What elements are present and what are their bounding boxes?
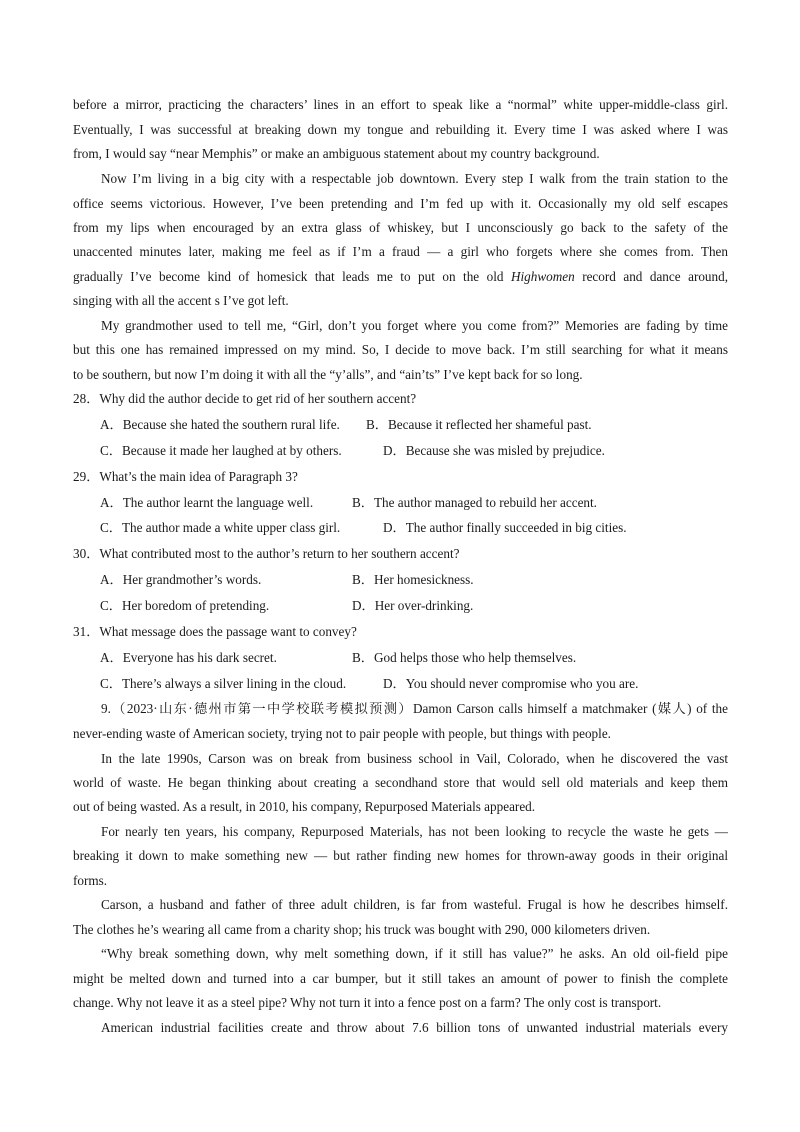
question-stem: 29．What’s the main idea of Paragraph 3? bbox=[73, 469, 298, 484]
paragraph-line: The clothes he’s wearing all came from a charity shop; his truck was bought with 290, 000 kilometers driven. bbox=[73, 922, 651, 937]
option-c: C．Because it made her laughed at by others. bbox=[100, 443, 342, 458]
option-c: C．Her boredom of pretending. bbox=[100, 598, 270, 613]
paragraph-line: from, I would say “near Memphis” or make an ambiguous statement about my country background. bbox=[73, 146, 600, 161]
paragraph-line: never-ending waste of American society, trying not to pair people with people, but things with people. bbox=[73, 726, 611, 741]
paragraph-line: singing with all the accent s I’ve got left. bbox=[73, 293, 289, 308]
question-stem: 28．Why did the author decide to get rid of her southern accent? bbox=[73, 391, 417, 406]
paragraph-line: change. Why not leave it as a steel pipe? Why not turn it into a fence post on a farm? The only cost is transport. bbox=[73, 995, 662, 1010]
paragraph-line: American industrial facilities create and throw about 7.6 billion tons of unwanted industrial materials every bbox=[101, 1020, 728, 1035]
paragraph-line-with-title bbox=[73, 268, 728, 286]
paragraph-line: My grandmother used to tell me, “Girl, don’t you forget where you come from?” Memories are fading by time bbox=[101, 318, 728, 333]
paragraph-line: breaking it down to make something new — but rather finding new homes for thrown-away goods in their original bbox=[73, 848, 728, 863]
paragraph-line: might be melted down and turned into a car bumper, but it still takes an amount of power to finish the complete bbox=[73, 971, 728, 986]
option-c: C．There’s always a silver lining in the cloud. bbox=[100, 676, 347, 691]
option-a: A．Her grandmother’s words. bbox=[100, 572, 262, 587]
paragraph-line: “Why break something down, why melt something down, if it still has value?” he asks. An old oil-field pipe bbox=[101, 946, 728, 961]
record-title: Highwomen bbox=[510, 269, 575, 284]
question-stem: 31．What message does the passage want to convey? bbox=[73, 624, 357, 639]
line-text: gradually I’ve become kind of homesick that leads me to put on the old bbox=[73, 269, 504, 284]
passage-header-line: 9.（2023·山东·德州市第一中学校联考模拟预测）Damon Carson calls himself a matchmaker (媒人) of the bbox=[101, 701, 728, 716]
paragraph-line: Carson, a husband and father of three adult children, is far from wasteful. Frugal is how he describes himself. bbox=[101, 897, 728, 912]
option-b: B．Her homesickness. bbox=[352, 572, 474, 587]
paragraph-line: to be southern, but now I’m doing it with all the “y’alls”, and “ain’ts” I’ve kept back for so long. bbox=[73, 367, 583, 382]
paragraph-line: from my lips when encouraged by an extra glass of whiskey, but I unconsciously go back to the safety of the bbox=[73, 220, 728, 235]
question-stem: 30．What contributed most to the author’s return to her southern accent? bbox=[73, 546, 460, 561]
paragraph-line: In the late 1990s, Carson was on break from business school in Vail, Colorado, when he discovered the vast bbox=[101, 751, 728, 766]
paragraph-line: unaccented minutes later, making me feel as if I’m a fraud — a girl who forgets where she comes from. Then bbox=[73, 244, 728, 259]
option-b: B．Because it reflected her shameful past. bbox=[366, 417, 592, 432]
paragraph-line: out of being wasted. As a result, in 2010, his company, Repurposed Materials appeared. bbox=[73, 799, 536, 814]
paragraph-line: Now I’m living in a big city with a respectable job downtown. Every step I walk from the train station to the bbox=[101, 171, 728, 186]
paragraph-line: but this one has remained impressed on my mind. So, I decide to move back. I’m still searching for what it means bbox=[73, 342, 728, 357]
paragraph-line: world of waste. He began thinking about creating a secondhand store that would sell old materials and keep them bbox=[73, 775, 728, 790]
option-b: B．God helps those who help themselves. bbox=[352, 650, 577, 665]
option-c: C．The author made a white upper class girl. bbox=[100, 520, 341, 535]
option-a: A．Everyone has his dark secret. bbox=[100, 650, 277, 665]
paragraph-line: before a mirror, practicing the characters’ lines in an effort to speak like a “normal” white upper-middle-class girl. bbox=[73, 97, 728, 112]
option-d: D．Because she was misled by prejudice. bbox=[383, 443, 605, 458]
line-text: record and dance around, bbox=[582, 269, 729, 284]
paragraph-line: office seems victorious. However, I’ve been pretending and I’m fed up with it. Occasionally my old self escapes bbox=[73, 196, 728, 211]
paragraph-line: For nearly ten years, his company, Repurposed Materials, has not been looking to recycle the waste he gets — bbox=[101, 824, 728, 839]
option-b: B．The author managed to rebuild her accent. bbox=[352, 495, 597, 510]
option-d: D．You should never compromise who you are. bbox=[383, 676, 639, 691]
paragraph-line: Eventually, I was successful at breaking down my tongue and rebuilding it. Every time I was asked where I was bbox=[73, 122, 728, 137]
paragraph-line: forms. bbox=[73, 873, 108, 888]
option-d: D．The author finally succeeded in big cities. bbox=[383, 520, 627, 535]
option-a: A．Because she hated the southern rural life. bbox=[100, 417, 340, 432]
option-a: A．The author learnt the language well. bbox=[100, 495, 314, 510]
option-d: D．Her over-drinking. bbox=[352, 598, 474, 613]
